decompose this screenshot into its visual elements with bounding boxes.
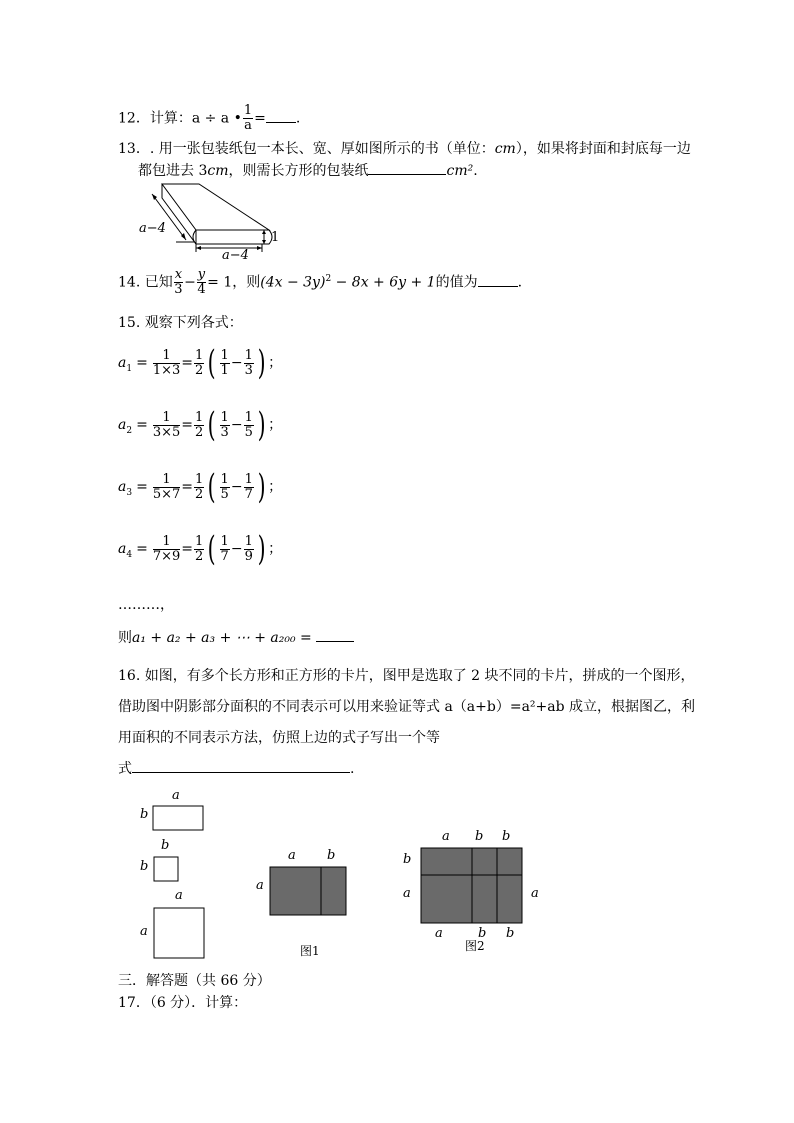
- svg-text:a: a: [175, 888, 183, 903]
- svg-text:a: a: [442, 829, 450, 844]
- question-14: 14. 已知 $\frac{x}{3}$ − $\frac{y}{4}$ = 1，则$(4x - 3y)^2 - 8x + 6y + 1$的值为 .: [118, 267, 523, 297]
- question-12: 12．计算：a ÷ a • $\frac{1}{a}$ = .: [118, 103, 301, 133]
- q16-line4: 式 .: [118, 761, 355, 777]
- svg-text:b: b: [140, 807, 149, 822]
- q12-answer-blank: [266, 122, 296, 123]
- q15-formula-row: $a_3$ = $\frac{1}{5\times 7}$ = $\frac{1}{2}$ ( $\frac{1}{5}$ − $\frac{1}{7}$ ) ；: [118, 467, 283, 507]
- figure-2: [398, 826, 548, 956]
- card-square-b: [154, 857, 178, 881]
- q16-line2: 借助图中阴影部分面积的不同表示可以用来验证等式 a（a+b）=a²+ab 成立，根据图乙，利: [118, 699, 696, 715]
- q16-line3: 用面积的不同表示方法，仿照上边的式子写出一个等: [118, 730, 440, 746]
- q15-answer-blank: [316, 641, 354, 642]
- q15-formula-row: $a_4$ = $\frac{1}{7\times 9}$ = $\frac{1}{2}$ ( $\frac{1}{7}$ − $\frac{1}{9}$ ) ；: [118, 529, 283, 569]
- svg-text:b: b: [475, 829, 484, 844]
- svg-text:a: a: [256, 878, 264, 893]
- question-17: 17．（6 分）．计算：: [118, 995, 248, 1011]
- fig1-shaded-rect: [270, 867, 346, 915]
- q15-formula-row: $a_2$ = $\frac{1}{3\times 5}$ = $\frac{1}{2}$ ( $\frac{1}{3}$ − $\frac{1}{5}$ ) ；: [118, 405, 283, 445]
- svg-text:a: a: [172, 788, 180, 803]
- fig2-caption: 图2: [465, 939, 485, 953]
- section-3-title: 三．解答题（共 66 分）: [118, 973, 271, 989]
- cards-figure: [130, 785, 220, 965]
- question-13-line1: 13．. 用一张包装纸包一本长、宽、厚如图所示的书（单位：cm），如果将封面和封底每一边: [118, 141, 691, 157]
- svg-text:b: b: [502, 829, 511, 844]
- book-label-right: 1: [271, 230, 280, 245]
- q14-frac-x: $\frac{x}{3}$: [174, 267, 183, 297]
- svg-text:b: b: [478, 926, 487, 941]
- q15-sum: 则a₁ + a₂ + a₃ + ⋯ + a₂₀₀ =: [118, 627, 354, 647]
- q15-title: 15. 观察下列各式：: [118, 315, 243, 331]
- svg-text:b: b: [506, 926, 515, 941]
- book-figure: [134, 180, 284, 260]
- q12-fraction: $\frac{1}{a}$: [243, 103, 253, 133]
- svg-text:b: b: [161, 838, 170, 853]
- q13-answer-blank: [368, 174, 446, 175]
- svg-text:a: a: [435, 926, 443, 941]
- card-square-a: [154, 908, 204, 958]
- book-label-bottom: a−4: [222, 248, 249, 260]
- q15-formula-row: $a_1$ = $\frac{1}{1\times 3}$ = $\frac{1}{2}$ ( $\frac{1}{1}$ − $\frac{1}{3}$ ) ；: [118, 343, 283, 383]
- book-label-left: a−4: [139, 221, 166, 236]
- q16-line1: 16. 如图，有多个长方形和正方形的卡片，图甲是选取了 2 块不同的卡片，拼成的一个图形，: [118, 668, 695, 684]
- svg-text:a: a: [288, 848, 296, 863]
- q12-expr: a ÷ a •: [191, 110, 242, 127]
- svg-text:a: a: [531, 886, 539, 901]
- question-13-line2: 都包进去 3cm，则需长方形的包装纸 cm².: [138, 163, 478, 179]
- card-rect-ab: [153, 806, 203, 830]
- svg-text:b: b: [403, 852, 412, 867]
- q14-answer-blank: [478, 286, 518, 287]
- q16-answer-blank: [132, 772, 350, 773]
- q15-dots: ………，: [118, 597, 174, 613]
- fig1-caption: 图1: [300, 944, 320, 958]
- figure-1: [252, 842, 352, 962]
- svg-text:a: a: [140, 924, 148, 939]
- q12-prefix: 12．计算：: [118, 110, 192, 127]
- svg-text:b: b: [140, 859, 149, 874]
- svg-text:a: a: [403, 886, 411, 901]
- q14-frac-y: $\frac{y}{4}$: [197, 267, 206, 297]
- svg-text:b: b: [327, 848, 336, 863]
